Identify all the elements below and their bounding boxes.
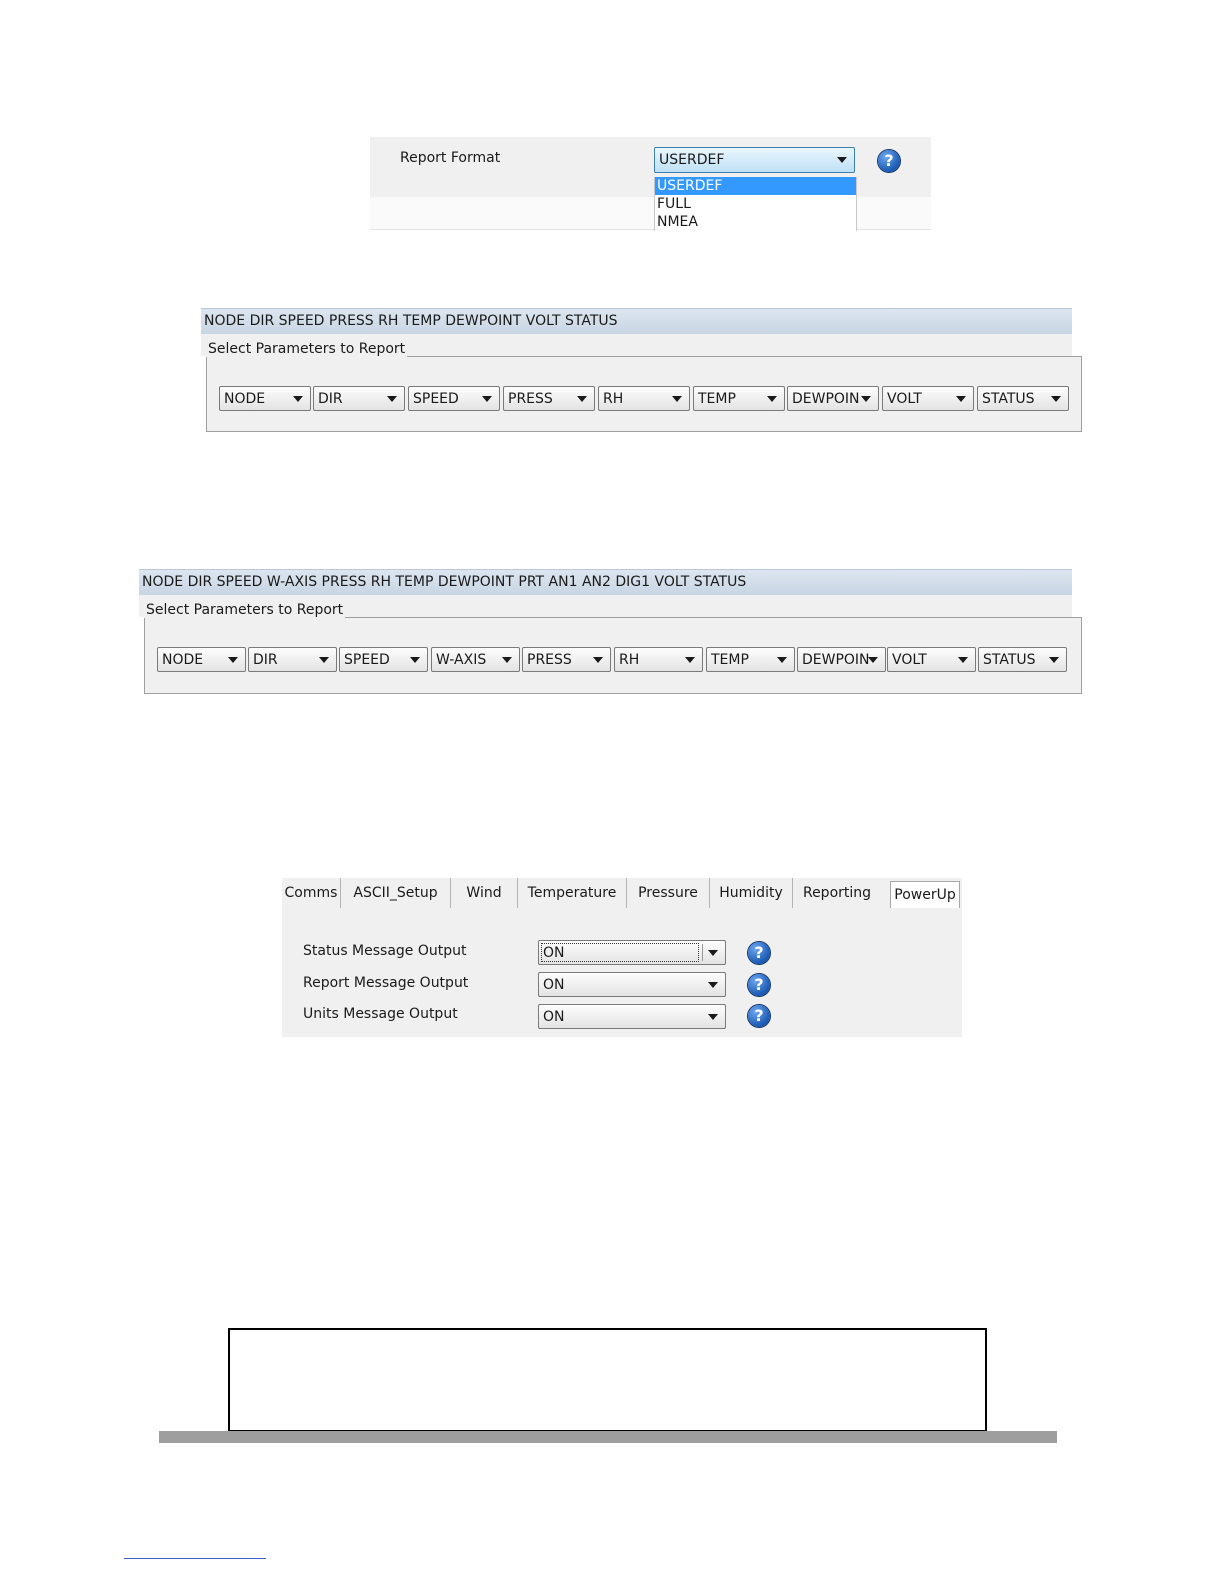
report-format-value: USERDEF	[659, 152, 725, 168]
param-select-dewpoint[interactable]	[797, 647, 886, 672]
chevron-down-icon	[577, 396, 587, 402]
param-value: TEMP	[698, 390, 736, 407]
param-value: DEWPOIN	[802, 651, 870, 668]
chevron-down-icon	[1049, 657, 1059, 663]
chevron-down-icon	[228, 657, 238, 663]
chevron-down-icon	[685, 657, 695, 663]
report-format-dropdown-list	[654, 177, 857, 231]
chevron-down-icon	[708, 1014, 718, 1020]
param-value: TEMP	[711, 651, 749, 668]
tab-temperature[interactable]: Temperature	[518, 878, 627, 908]
param-select-volt[interactable]	[882, 386, 974, 411]
tab-pressure[interactable]: Pressure	[627, 878, 710, 908]
chevron-down-icon	[1051, 396, 1061, 402]
report-format-option-userdef[interactable]: USERDEF	[655, 177, 856, 195]
param-value: DEWPOIN	[792, 390, 860, 407]
param-select-dir[interactable]	[248, 647, 337, 672]
param-value: STATUS	[982, 390, 1035, 407]
chevron-down-icon	[958, 657, 968, 663]
param-value: DIR	[318, 390, 343, 407]
help-icon[interactable]: ?	[748, 974, 770, 996]
parameter-string-header: NODE DIR SPEED W-AXIS PRESS RH TEMP DEWPOINT PRT AN1 AN2 DIG1 VOLT STATUS	[139, 569, 1072, 595]
tab-humidity[interactable]: Humidity	[710, 878, 793, 908]
select-value: ON	[543, 976, 565, 993]
param-select-dir[interactable]	[313, 386, 405, 411]
param-select-dewpoint[interactable]	[787, 386, 879, 411]
report-format-panel	[370, 137, 931, 230]
tab-wind[interactable]: Wind	[451, 878, 518, 908]
select-value: ON	[543, 944, 565, 961]
param-select-press[interactable]	[503, 386, 595, 411]
footnote-rule	[124, 1558, 266, 1559]
tab-powerup[interactable]: PowerUp	[890, 881, 960, 908]
param-value: VOLT	[887, 390, 922, 407]
tab-reporting[interactable]: Reporting	[802, 885, 872, 901]
param-select-w-axis[interactable]	[431, 647, 520, 672]
report-message-output-select[interactable]	[538, 972, 726, 997]
chevron-down-icon	[293, 396, 303, 402]
status-message-output-select[interactable]	[538, 940, 726, 965]
help-icon[interactable]: ?	[748, 942, 770, 964]
chevron-down-icon	[672, 396, 682, 402]
report-message-output-label: Report Message Output	[303, 975, 469, 991]
param-value: RH	[619, 651, 640, 668]
param-value: NODE	[224, 390, 266, 407]
chevron-down-icon	[708, 950, 718, 956]
param-value: STATUS	[983, 651, 1036, 668]
chevron-down-icon	[319, 657, 329, 663]
parameter-legend: Select Parameters to Report	[208, 341, 406, 357]
param-value: DIR	[253, 651, 278, 668]
chevron-down-icon	[410, 657, 420, 663]
param-value: PRESS	[527, 651, 572, 668]
tab-ascii-setup[interactable]: ASCII_Setup	[341, 878, 451, 908]
tab-comms[interactable]: Comms	[282, 878, 341, 908]
powerup-panel	[282, 878, 962, 1037]
chevron-down-icon	[482, 396, 492, 402]
footer-divider	[159, 1431, 1057, 1443]
help-icon[interactable]: ?	[878, 150, 900, 172]
param-value: SPEED	[344, 651, 390, 668]
select-divider	[702, 944, 703, 961]
param-value: W-AXIS	[436, 651, 487, 668]
param-select-node[interactable]	[219, 386, 311, 411]
parameter-panel-basic	[201, 308, 1072, 422]
parameter-string-header: NODE DIR SPEED PRESS RH TEMP DEWPOINT VOLT STATUS	[201, 308, 1072, 334]
help-icon[interactable]: ?	[748, 1005, 770, 1027]
chevron-down-icon	[837, 157, 847, 163]
units-message-output-label: Units Message Output	[303, 1006, 458, 1022]
param-select-temp[interactable]	[706, 647, 795, 672]
chevron-down-icon	[861, 396, 871, 402]
units-message-output-select[interactable]	[538, 1004, 726, 1029]
param-select-speed[interactable]	[408, 386, 500, 411]
param-select-temp[interactable]	[693, 386, 785, 411]
param-select-status[interactable]	[978, 647, 1067, 672]
report-format-select[interactable]	[654, 147, 855, 173]
param-select-volt[interactable]	[887, 647, 976, 672]
parameter-legend: Select Parameters to Report	[146, 602, 344, 618]
param-select-node[interactable]	[157, 647, 246, 672]
param-value: RH	[603, 390, 624, 407]
param-value: SPEED	[413, 390, 459, 407]
param-value: NODE	[162, 651, 204, 668]
report-format-option-full[interactable]: FULL	[657, 196, 691, 212]
chevron-down-icon	[868, 657, 878, 663]
param-select-press[interactable]	[522, 647, 611, 672]
parameter-panel-full	[139, 569, 1072, 684]
focus-ring	[541, 943, 699, 962]
param-select-rh[interactable]	[614, 647, 703, 672]
chevron-down-icon	[387, 396, 397, 402]
select-value: ON	[543, 1008, 565, 1025]
footer-box	[228, 1328, 987, 1432]
tab-bar	[282, 878, 962, 912]
param-value: PRESS	[508, 390, 553, 407]
chevron-down-icon	[777, 657, 787, 663]
param-select-speed[interactable]	[339, 647, 428, 672]
status-message-output-label: Status Message Output	[303, 943, 467, 959]
chevron-down-icon	[502, 657, 512, 663]
report-format-label: Report Format	[400, 150, 501, 166]
chevron-down-icon	[956, 396, 966, 402]
param-value: VOLT	[892, 651, 927, 668]
chevron-down-icon	[708, 982, 718, 988]
chevron-down-icon	[767, 396, 777, 402]
report-format-option-nmea[interactable]: NMEA	[657, 214, 698, 230]
param-select-rh[interactable]	[598, 386, 690, 411]
param-select-status[interactable]	[977, 386, 1069, 411]
chevron-down-icon	[593, 657, 603, 663]
